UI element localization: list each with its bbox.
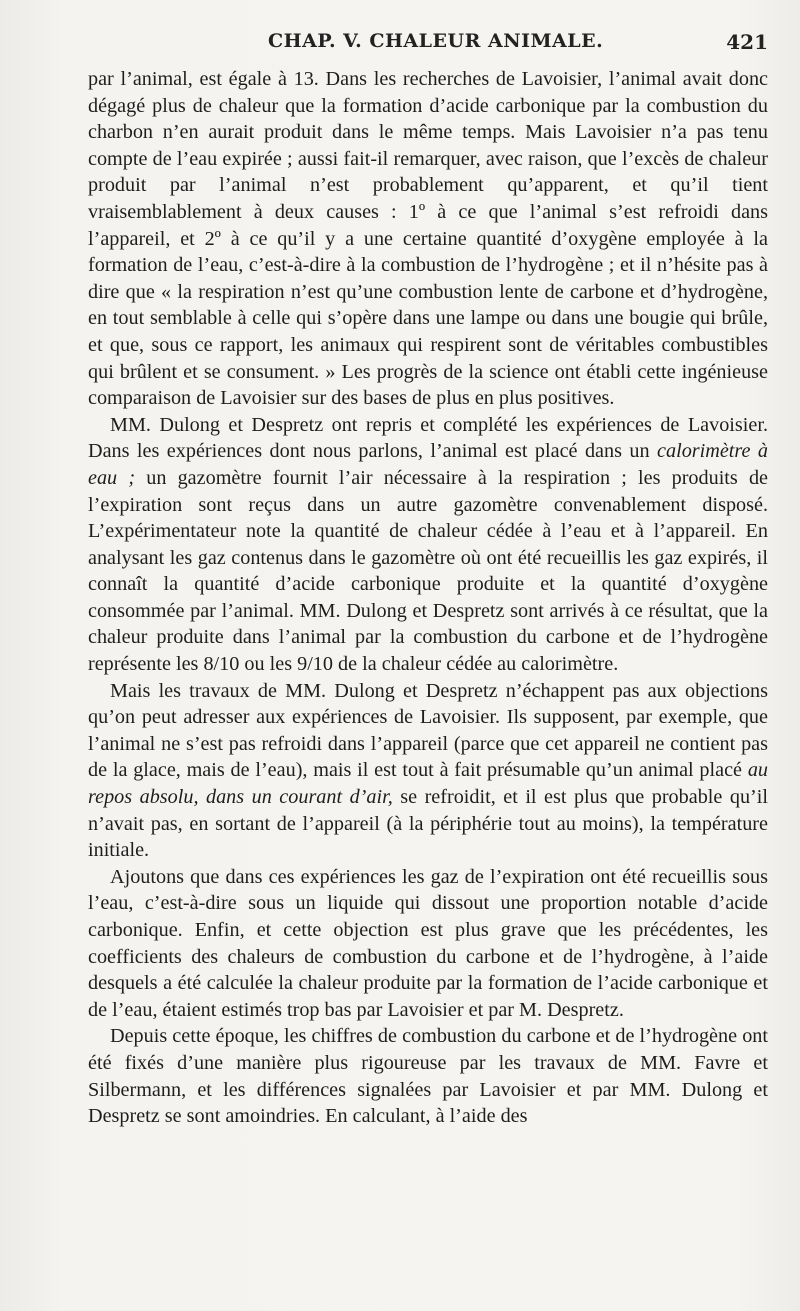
paragraph [88, 412, 768, 678]
body-text [88, 66, 768, 1130]
italic-text: au repos absolu, dans un courant d’air, [88, 759, 768, 809]
paragraph [88, 864, 768, 1024]
paragraph-text: MM. Dulong et Despretz ont repris et complété les expériences de Lavoisier. Dans les expériences dont nous parlons, l’animal est placé dans un [88, 413, 768, 463]
paragraph [88, 678, 768, 864]
running-title: CHAP. V. CHALEUR ANIMALE. [268, 30, 604, 52]
paragraph-text: un gazomètre fournit l’air nécessaire à la respiration ; les produits de l’expiration sont reçus dans un autre gazomètre convenablement disposé. L’expérimentateur note la quantité de chaleur cédée à l’eau et à l’appareil. En analysant les gaz contenus dans le gazomètre où ont été recueillis les gaz expirés, il connaît la quantité d’acide carbonique produite et la quantité d’oxygène consommée par l’animal. MM. Dulong et Despretz sont arrivés à ce résultat, que la chaleur produite dans l’animal par la combustion du carbone et de l’hydrogène représente les 8/10 ou les 9/10 de la chaleur cédée au calorimètre. [88, 466, 768, 676]
running-head [88, 26, 768, 66]
paragraph-text: Depuis cette époque, les chiffres de combustion du carbone et de l’hydrogène ont été fixés d’une manière plus rigoureuse par les travaux de MM. Favre et Silbermann, et les différences signalées par Lavoisier et par MM. Dulong et Despretz se sont amoindries. En calculant, à l’aide des [88, 1025, 768, 1128]
paragraph [88, 66, 768, 412]
italic-text: calorimètre à eau ; [88, 440, 769, 489]
page-number: 421 [726, 30, 768, 54]
paragraph-text: se refroidit, et il est plus que probable qu’il n’avait pas, en sortant de l’appareil (à la périphérie tout au moins), la température initiale. [88, 786, 768, 862]
paragraph-text: Mais les travaux de MM. Dulong et Despretz n’échappent pas aux objections qu’on peut adresser aux expériences de Lavoisier. Ils supposent, par exemple, que l’animal ne s’est pas refroidi dans l’appareil (parce que cet appareil ne contient pas de la glace, mais de l’eau), mais il est tout à fait présumable qu’un animal placé [88, 679, 768, 782]
paragraph-text: Ajoutons que dans ces expériences les gaz de l’expiration ont été recueillis sous l’eau, c’est-à-dire sous un liquide qui dissout une proportion notable d’acide carbonique. Enfin, et cette objection est plus grave que les précédentes, les coefficients des chaleurs de combustion du carbone et de l’hydrogène, à l’aide desquels a été calculée la chaleur produite par la formation de l’acide carbonique et de l’eau, étaient estimés trop bas par Lavoisier et par M. Despretz. [88, 865, 768, 1021]
paragraph-text: par l’animal, est égale à 13. Dans les recherches de Lavoisier, l’animal avait donc dégagé plus de chaleur que la formation d’acide carbonique par la combustion du charbon n’en aurait produit dans le même temps. Mais Lavoisier n’a pas tenu compte de l’eau expirée ; aussi fait-il remarquer, avec raison, que l’excès de chaleur produit par l’animal n’est probablement qu’apparent, et qu’il tient vraisemblablement à deux causes : 1º à ce que l’animal s’est refroidi dans l’appareil, et 2º à ce qu’il y a une certaine quantité d’oxygène employée à la formation de l’eau, c’est-à-dire à la combustion de l’hydrogène ; et il n’hésite pas à dire que « la respiration n’est qu’une combustion lente de carbone et d’hydrogène, en tout semblable à celle qui s’opère dans une lampe ou dans une bougie qui brûle, et que, sous ce rapport, les animaux qui respirent sont de véritables combustibles qui brûlent et se consument. » Les progrès de la science ont établi cette ingénieuse comparaison de Lavoisier sur des bases de plus en plus positives. [88, 68, 768, 410]
paragraph [88, 1023, 768, 1129]
